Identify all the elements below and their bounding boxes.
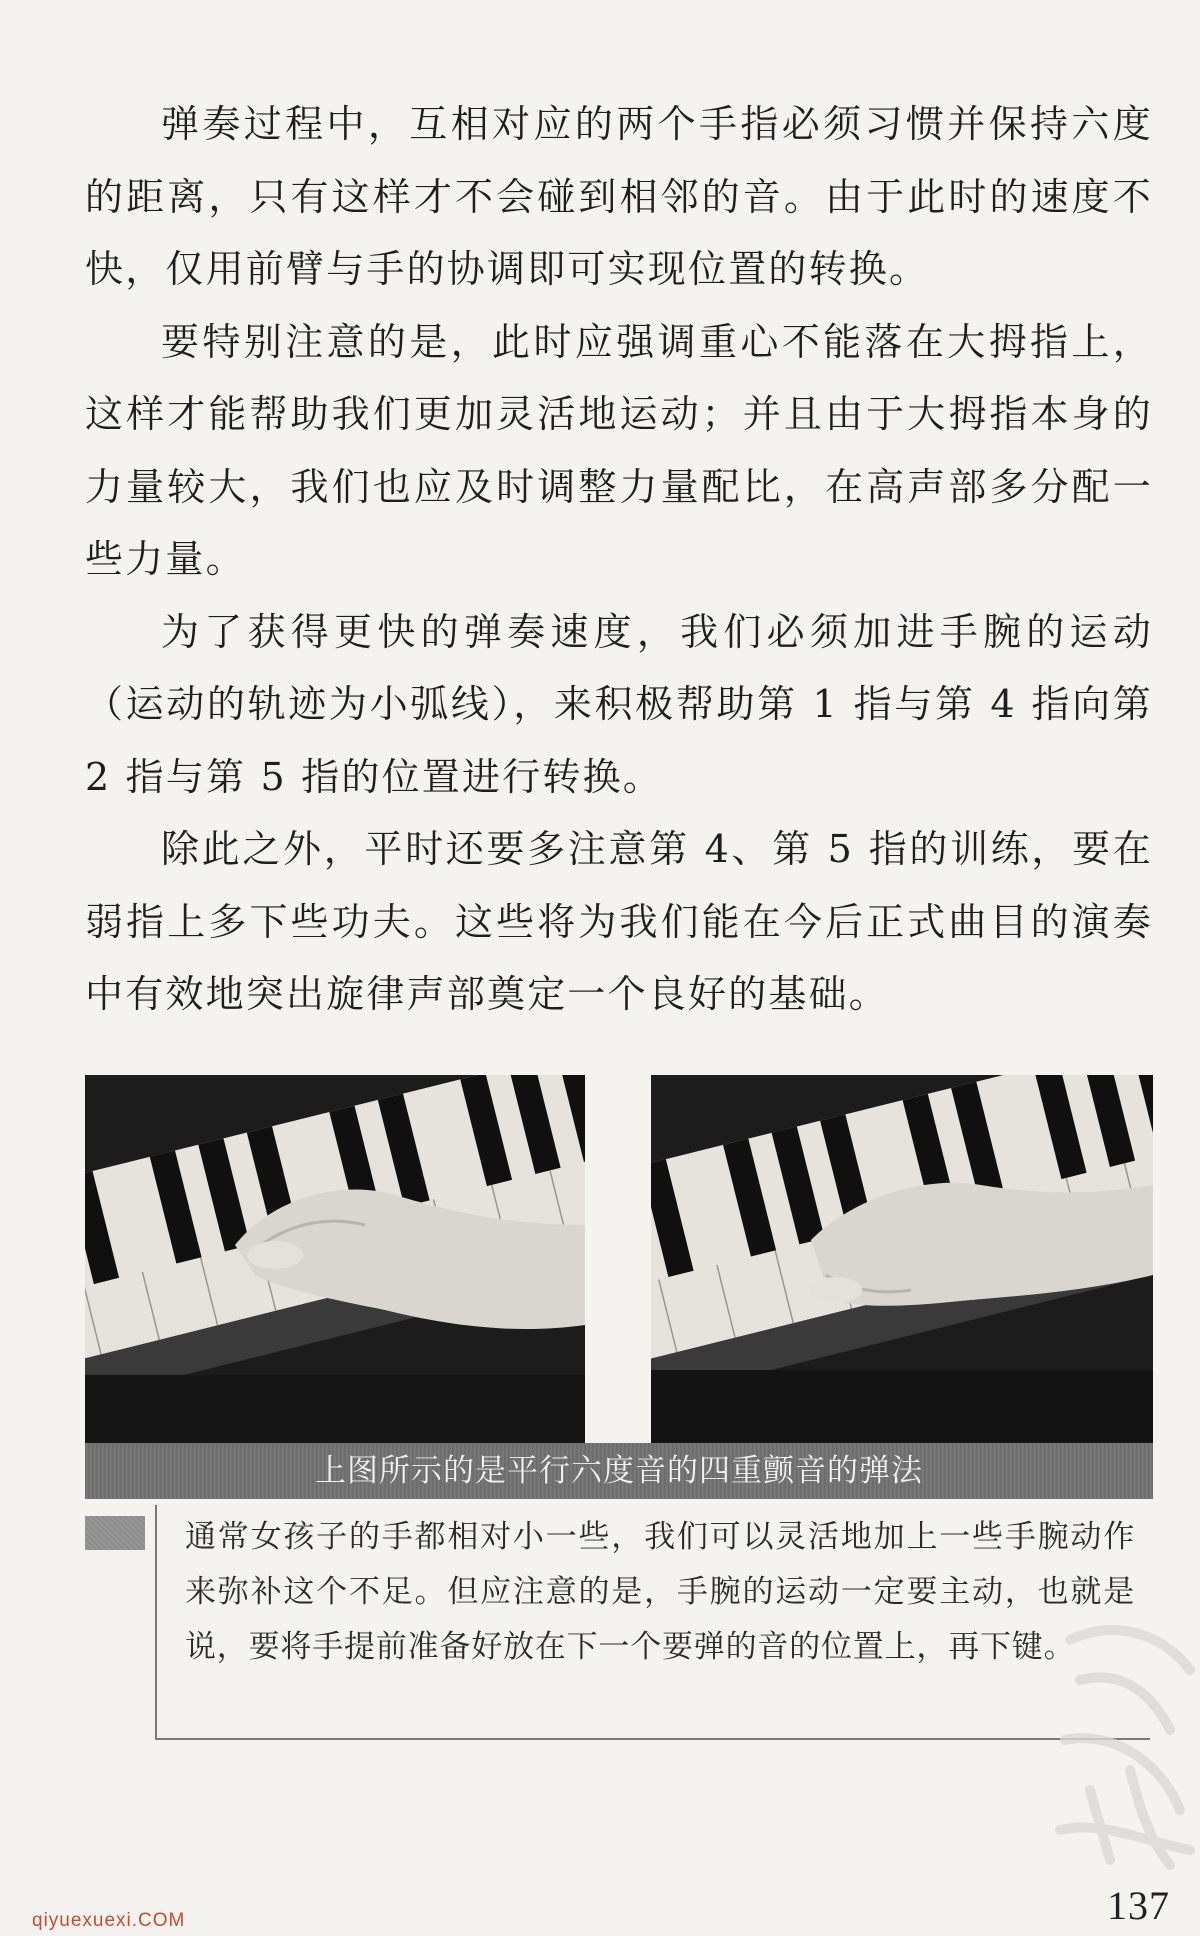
photo-hand-on-keys-left bbox=[85, 1075, 585, 1443]
site-watermark: qiyuexuexi.COM bbox=[32, 1910, 186, 1931]
note-marker-block bbox=[85, 1516, 145, 1550]
paragraph-1: 弹奏过程中，互相对应的两个手指必须习惯并保持六度的距离，只有这样才不会碰到相邻的音。由于此时的速度不快，仅用前臂与手的协调即可实现位置的转换。 bbox=[85, 102, 1153, 291]
photo-hand-on-keys-right bbox=[651, 1075, 1153, 1443]
paragraph-4: 除此之外，平时还要多注意第 4、第 5 指的训练，要在弱指上多下些功夫。这些将为我们能在今后正式曲目的演奏中有效地突出旋律声部奠定一个良好的基础。 bbox=[85, 827, 1153, 1016]
body-text bbox=[85, 88, 1153, 1031]
paragraph-3: 为了获得更快的弹奏速度，我们必须加进手腕的运动（运动的轨迹为小弧线），来积极帮助第 1 指与第 4 指向第 2 指与第 5 指的位置进行转换。 bbox=[85, 609, 1153, 799]
paragraph-2: 要特别注意的是，此时应强调重心不能落在大拇指上，这样才能帮助我们更加灵活地运动；并且由于大拇指本身的力量较大，我们也应及时调整力量配比，在高声部多分配一些力量。 bbox=[85, 319, 1153, 581]
tip-box bbox=[155, 1505, 1150, 1740]
tip-text: 通常女孩子的手都相对小一些，我们可以灵活地加上一些手腕动作来弥补这个不足。但应注意的是，手腕的运动一定要主动，也就是说，要将手提前准备好放在下一个要弹的音的位置上，再下键。 bbox=[185, 1519, 1135, 1665]
figure bbox=[85, 1075, 1153, 1505]
figure-caption: 上图所示的是平行六度音的四重颤音的弹法 bbox=[85, 1443, 1153, 1499]
page-number: 137 bbox=[1107, 1883, 1170, 1928]
